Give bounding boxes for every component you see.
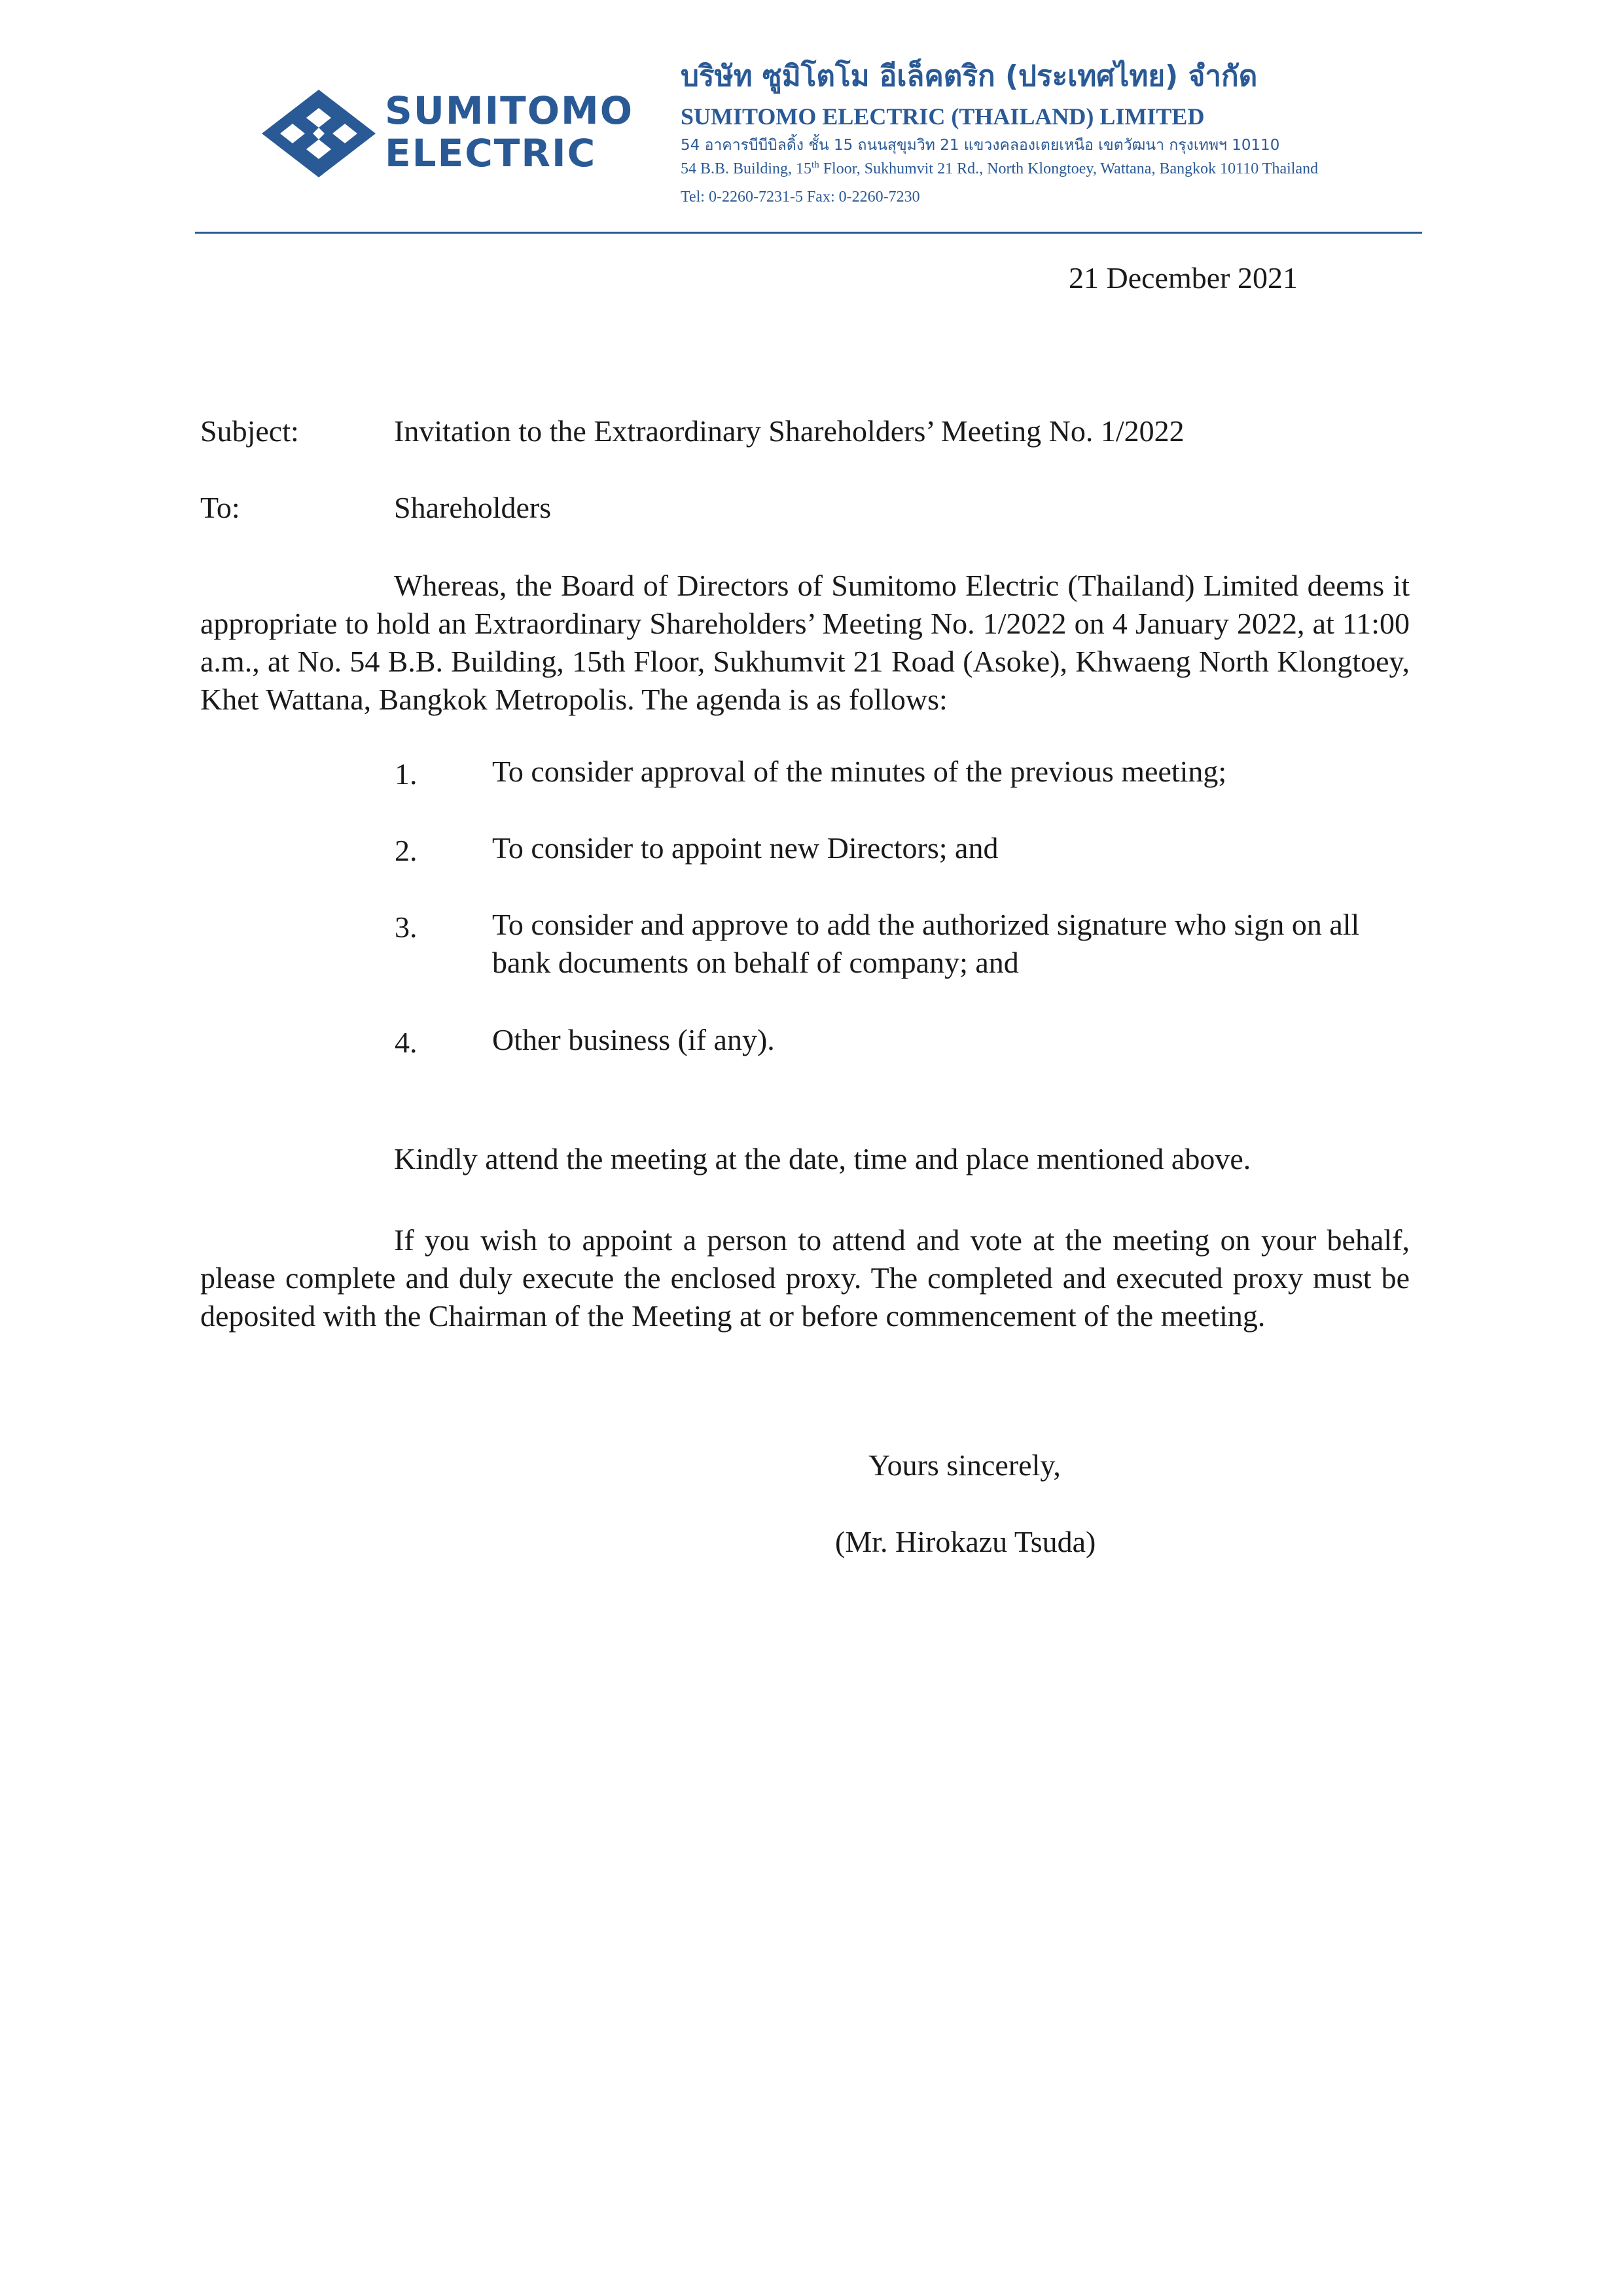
agenda-item-number: 2. bbox=[395, 834, 418, 867]
to-value: Shareholders bbox=[394, 491, 552, 524]
logo-wordmark-line2: ELECTRIC bbox=[385, 131, 597, 175]
agenda-item-text: To consider and approve to add the authorized signature who sign on all bank documents on behalf of company; and bbox=[492, 908, 1360, 979]
company-name-thai: บริษัท ซูมิโตโม อีเล็คตริก (ประเทศไทย) จำกัด bbox=[681, 60, 1258, 93]
address-english-part1: 54 B.B. Building, 15 bbox=[681, 160, 812, 177]
address-thai: 54 อาคารบีบีบิลดิ้ง ชั้น 15 ถนนสุขุมวิท 21 แขวงคลองเตยเหนือ เขตวัฒนา กรุงเทพฯ 10110 bbox=[681, 137, 1280, 154]
address-english bbox=[681, 160, 1318, 177]
subject-label: Subject: bbox=[200, 414, 299, 448]
agenda-item-text: Other business (if any). bbox=[492, 1023, 775, 1056]
agenda-item-number: 1. bbox=[395, 757, 418, 791]
agenda-item-text: To consider approval of the minutes of the previous meeting; bbox=[492, 755, 1227, 788]
address-english-superscript: th bbox=[812, 160, 819, 170]
closing-salutation: Yours sincerely, bbox=[868, 1448, 1061, 1482]
letter-date: 21 December 2021 bbox=[1069, 261, 1298, 295]
intro-paragraph: Whereas, the Board of Directors of Sumitomo Electric (Thailand) Limited deems it appropriate to hold an Extraordinary Shareholders’ Meeting No. 1/2022 on 4 January 2022, at 11:00 a.m., at No. 54 B.B. Building, 15th Floor, Sukhumvit 21 Road (Asoke), Khwaeng North Klongtoey, Khet Wattana, Bangkok Metropolis. The agenda is as follows: bbox=[200, 569, 1410, 716]
sumitomo-diamond-logo-icon bbox=[260, 88, 377, 179]
address-english-part2: Floor, Sukhumvit 21 Rd., North Klongtoey, Wattana, Bangkok 10110 Thailand bbox=[819, 160, 1319, 177]
letterhead-divider bbox=[195, 232, 1422, 234]
company-name-english: SUMITOMO ELECTRIC (THAILAND) LIMITED bbox=[681, 103, 1205, 130]
agenda-item-number: 4. bbox=[395, 1026, 418, 1059]
tel-fax: Tel: 0-2260-7231-5 Fax: 0-2260-7230 bbox=[681, 188, 920, 206]
signer-name: (Mr. Hirokazu Tsuda) bbox=[835, 1525, 1096, 1558]
proxy-paragraph: If you wish to appoint a person to attend and vote at the meeting on your behalf, please complete and duly execute the enclosed proxy. The completed and executed proxy must be deposited with the Chairman of the Meeting at or before commencement of the meeting. bbox=[200, 1223, 1410, 1333]
letterhead bbox=[0, 0, 1623, 249]
agenda-item-number: 3. bbox=[395, 910, 418, 944]
agenda-item-text: To consider to appoint new Directors; and bbox=[492, 831, 999, 865]
to-label: To: bbox=[200, 491, 240, 524]
logo-wordmark-line1: SUMITOMO bbox=[385, 88, 634, 133]
attend-paragraph: Kindly attend the meeting at the date, time and place mentioned above. bbox=[394, 1142, 1251, 1175]
subject-value: Invitation to the Extraordinary Shareholders’ Meeting No. 1/2022 bbox=[394, 414, 1185, 448]
